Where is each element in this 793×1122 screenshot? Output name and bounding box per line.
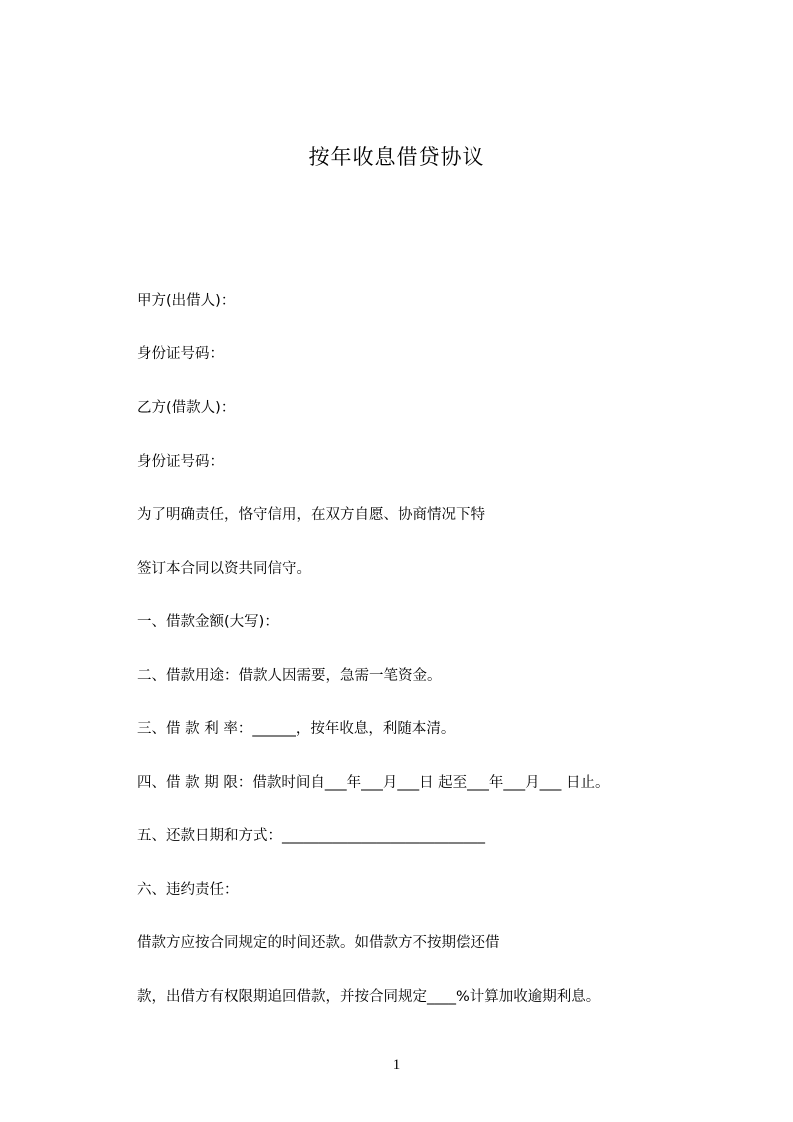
preamble-line-1: 为了明确责任，恪守信用，在双方自愿、协商情况下特	[137, 507, 485, 523]
clause-loan-term: 四、借 款 期 限：借款时间自___年___月___日 起至___年___月___ 日止。	[137, 775, 610, 791]
party-a-id-line: 身份证号码：	[137, 346, 224, 362]
page-number: 1	[392, 1057, 401, 1073]
breach-text-line-2: 款，出借方有权限期追回借款，并按合同规定____%计算加收逾期利息。	[137, 989, 601, 1005]
clause-loan-amount: 一、借款金额(大写)：	[137, 614, 279, 630]
party-a-lender-line: 甲方(出借人)：	[137, 293, 236, 309]
clause-repayment-method: 五、还款日期和方式：____________________________	[137, 828, 485, 844]
breach-text-line-1: 借款方应按合同规定的时间还款。如借款方不按期偿还借	[137, 935, 500, 951]
clause-breach-liability: 六、违约责任：	[137, 882, 239, 898]
clause-loan-purpose: 二、借款用途：借款人因需要，急需一笔资金。	[137, 668, 442, 684]
clause-interest-rate: 三、借 款 利 率：______，按年收息，利随本清。	[137, 721, 456, 737]
preamble-line-2: 签订本合同以资共同信守。	[137, 561, 311, 577]
party-b-borrower-line: 乙方(借款人)：	[137, 400, 236, 416]
document-title: 按年收息借贷协议	[308, 145, 485, 169]
party-b-id-line: 身份证号码：	[137, 454, 224, 470]
